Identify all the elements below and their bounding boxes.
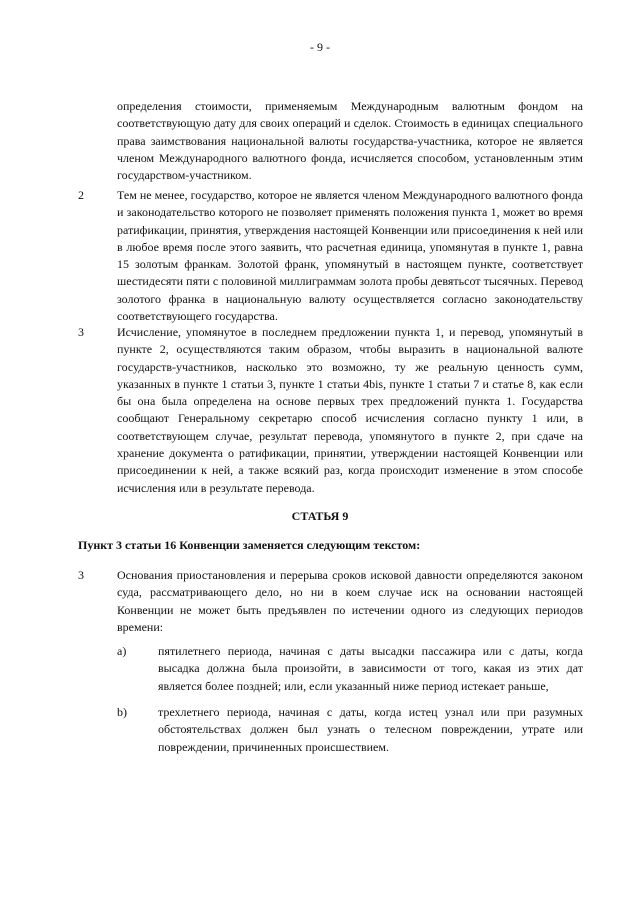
item-number: 2 [78, 188, 84, 202]
subitem-paragraph: пятилетнего периода, начиная с даты высадки пассажира или с даты, когда высадка должна была произойти, в зависимости от того, какая из этих дат является более поздней; или, если указанный ниже период истекает раньше, [158, 644, 583, 693]
item-number: 3 [78, 568, 84, 582]
new-item-paragraph: Основания приостановления и перерыва сроков исковой давности определяются законом суда, рассматривающего дело, но ни в коем случае иск на основании настоящей Конвенции не может быть предъявлен по истечении одного из следующих периодов времени: [117, 568, 583, 634]
item-paragraph: Исчисление, упомянутое в последнем предложении пункта 1, и перевод, упомянутый в пункте 2, осуществляются таким образом, чтобы выразить в национальной валюте государств-участников, насколько это возможно, ту же реальную ценность сумм, указанных в пункте 1 статьи 3, пункте 1 статьи 4bis, пункте 1 статьи 7 и статье 8, как если бы она была определена на основе первых трех предложений пункта 1. Государства сообщают Генеральному секретарю способ исчисления согласно пункту 1 или, в соответствующем случае, результат перевода, упомянутого в пункте 2, при сдаче на хранение документа о ратификации, принятии, утверждении настоящей Конвенции или присоединении к ней, а также всякий раз, когда происходит изменение в этом способе исчисления или в результате перевода. [117, 325, 583, 495]
subitem-label: a) [117, 644, 127, 658]
continuation-paragraph: определения стоимости, применяемым Международным валютным фондом на соответствующую дату для своих операций и сделок. Стоимость в единицах специального права заимствования национальной валюты государства-участника, которое не является членом Международного валютного фонда, исчисляется способом, установленным этим государством-участником. [117, 99, 583, 183]
page-number: - 9 - [310, 40, 330, 54]
subitem-label: b) [117, 705, 127, 719]
replacement-heading: Пункт 3 статьи 16 Конвенции заменяется следующим текстом: [78, 538, 421, 552]
article-heading: СТАТЬЯ 9 [291, 509, 349, 523]
subitem-paragraph: трехлетнего периода, начиная с даты, когда истец узнал или при разумных обстоятельствах должен был узнать о телесном повреждении, утрате или повреждении, причиненных происшествием. [158, 705, 583, 754]
item-paragraph: Тем не менее, государство, которое не является членом Международного валютного фонда и законодательство которого не позволяет применять положения пункта 1, может во время ратификации, принятия, утверждения настоящей Конвенции или присоединения к ней или в любое время после этого заявить, что расчетная единица, упомянутая в пункте 1, равна 15 золотым франкам. Золотой франк, упомянутый в настоящем пункте, соответствует шестидесяти пяти с половиной миллиграммам золота пробы девятьсот тысячных. Перевод золотого франка в национальную валюту осуществляется согласно законодательству соответствующего государства. [117, 188, 583, 324]
item-number: 3 [78, 325, 84, 339]
